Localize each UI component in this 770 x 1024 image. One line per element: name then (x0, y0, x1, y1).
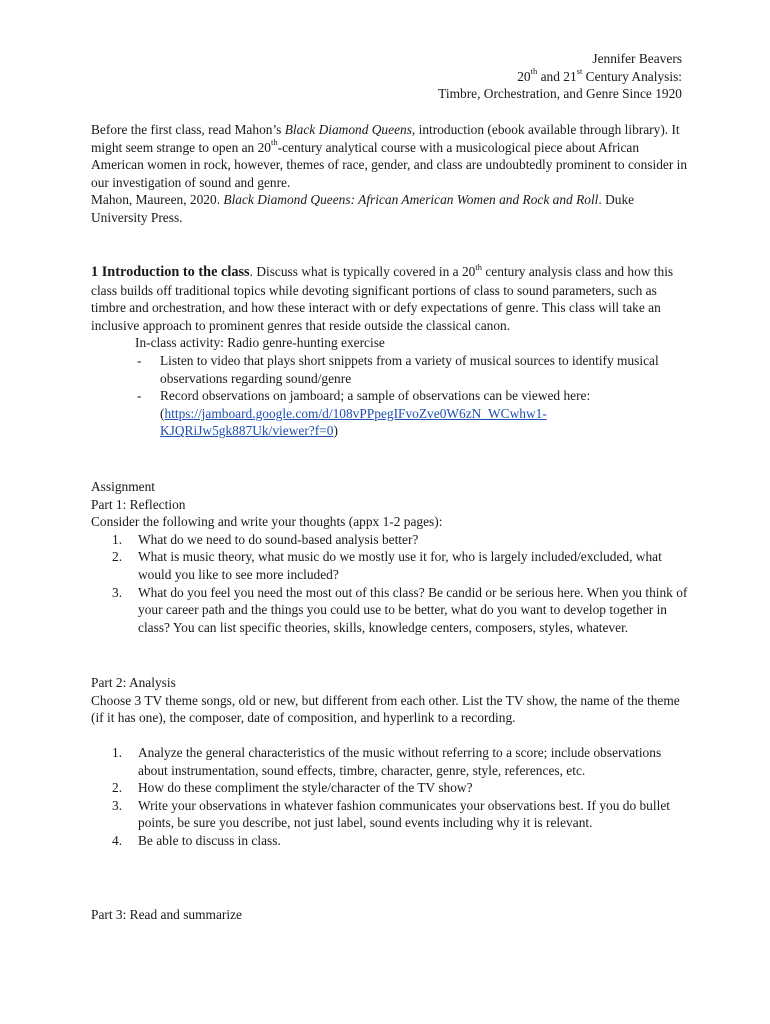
course-subtitle: Timbre, Orchestration, and Genre Since 1920 (438, 86, 682, 102)
document-header (438, 50, 682, 103)
assignment-section (91, 478, 691, 636)
author-name: Jennifer Beavers (592, 51, 682, 66)
citation: Mahon, Maureen, 2020. Black Diamond Queens: African American Women and Rock and Roll. Duke University Press. (91, 192, 635, 225)
list-item: 1. Analyze the general characteristics of the music without referring to a score; include observations about instrumentation, sound effects, timbre, character, genre, style, references, etc. (112, 745, 662, 778)
intro-paragraph (91, 121, 691, 227)
list-item: 2. How do these compliment the style/character of the TV show? (112, 780, 473, 796)
in-class-activity: In-class activity: Radio genre-hunting exercise (135, 335, 385, 351)
part-2-list (91, 744, 691, 850)
bullet-item: - Listen to video that plays short snippets from a variety of musical sources to identify musical observations regarding sound/genre (137, 352, 659, 386)
part-3-title: Part 3: Read and summarize (91, 907, 242, 922)
section-1-heading: 1 Introduction to the class (91, 264, 250, 280)
part-2-intro: Choose 3 TV theme songs, old or new, but different from each other. List the TV show, the name of the theme (if it has one), the composer, date of composition, and hyperlink to a recording. (91, 692, 680, 726)
part-3-section (91, 906, 691, 924)
assignment-title: Assignment (91, 479, 155, 494)
list-item: 3. Write your observations in whatever fashion communicates your observations best. If you do bullet points, be sure you describe, not just label, sound events including why it is relevant. (112, 797, 670, 831)
part-2-section (91, 674, 691, 727)
list-item: 1. What do we need to do sound-based analysis better? (112, 531, 419, 547)
list-item: 2. What is music theory, what music do we mostly use it for, who is largely included/excluded, what would you like to see more included? (112, 549, 662, 582)
course-title: 20th and 21st Century Analysis: (517, 66, 682, 84)
book-title: Black Diamond Queens (284, 122, 412, 137)
section-1-text: 1 Introduction to the class. Discuss what is typically covered in a 20th century analysis class and how this class builds off traditional topics while devoting significant portions of class to sound parameters, such as timbre and orchestration, and how these interact with or defy expectations of genre. This class will take an inclusive approach to prominent genres that reside outside the classical canon. (91, 261, 674, 333)
list-item: 4. Be able to discuss in class. (112, 832, 281, 848)
part-2-title: Part 2: Analysis (91, 675, 176, 690)
bullet-item: - Record observations on jamboard; a sample of observations can be viewed here: (https://jamboard.google.com/d/108vPPpegIFvoZve0W6zN_WCwhw1-KJQRiJw5gk887Uk/viewer?f=0) (137, 388, 591, 439)
part-1-intro: Consider the following and write your thoughts (appx 1-2 pages): (91, 514, 443, 530)
part-1-title: Part 1: Reflection (91, 496, 186, 512)
section-1 (91, 263, 691, 440)
intro-text: Before the first class, read Mahon’s Black Diamond Queens, introduction (ebook available through library). It might seem strange to open an 20th-century analytical course with a musicological piece about African American women in rock, however, themes of race, gender, and class are undoubtedly prominent to consider in our investigation of sound and genre. (91, 122, 688, 190)
list-item: 3. What do you feel you need the most out of this class? Be candid or be serious here. When you think of your career path and the things you could use to be better, what do you want to develop together in class? You can list specific theories, skills, knowledge centers, composers, styles, whatever. (112, 584, 688, 635)
jamboard-link[interactable]: https://jamboard.google.com/d/108vPPpegIFvoZve0W6zN_WCwhw1-KJQRiJw5gk887Uk/viewer?f=0 (160, 405, 547, 439)
